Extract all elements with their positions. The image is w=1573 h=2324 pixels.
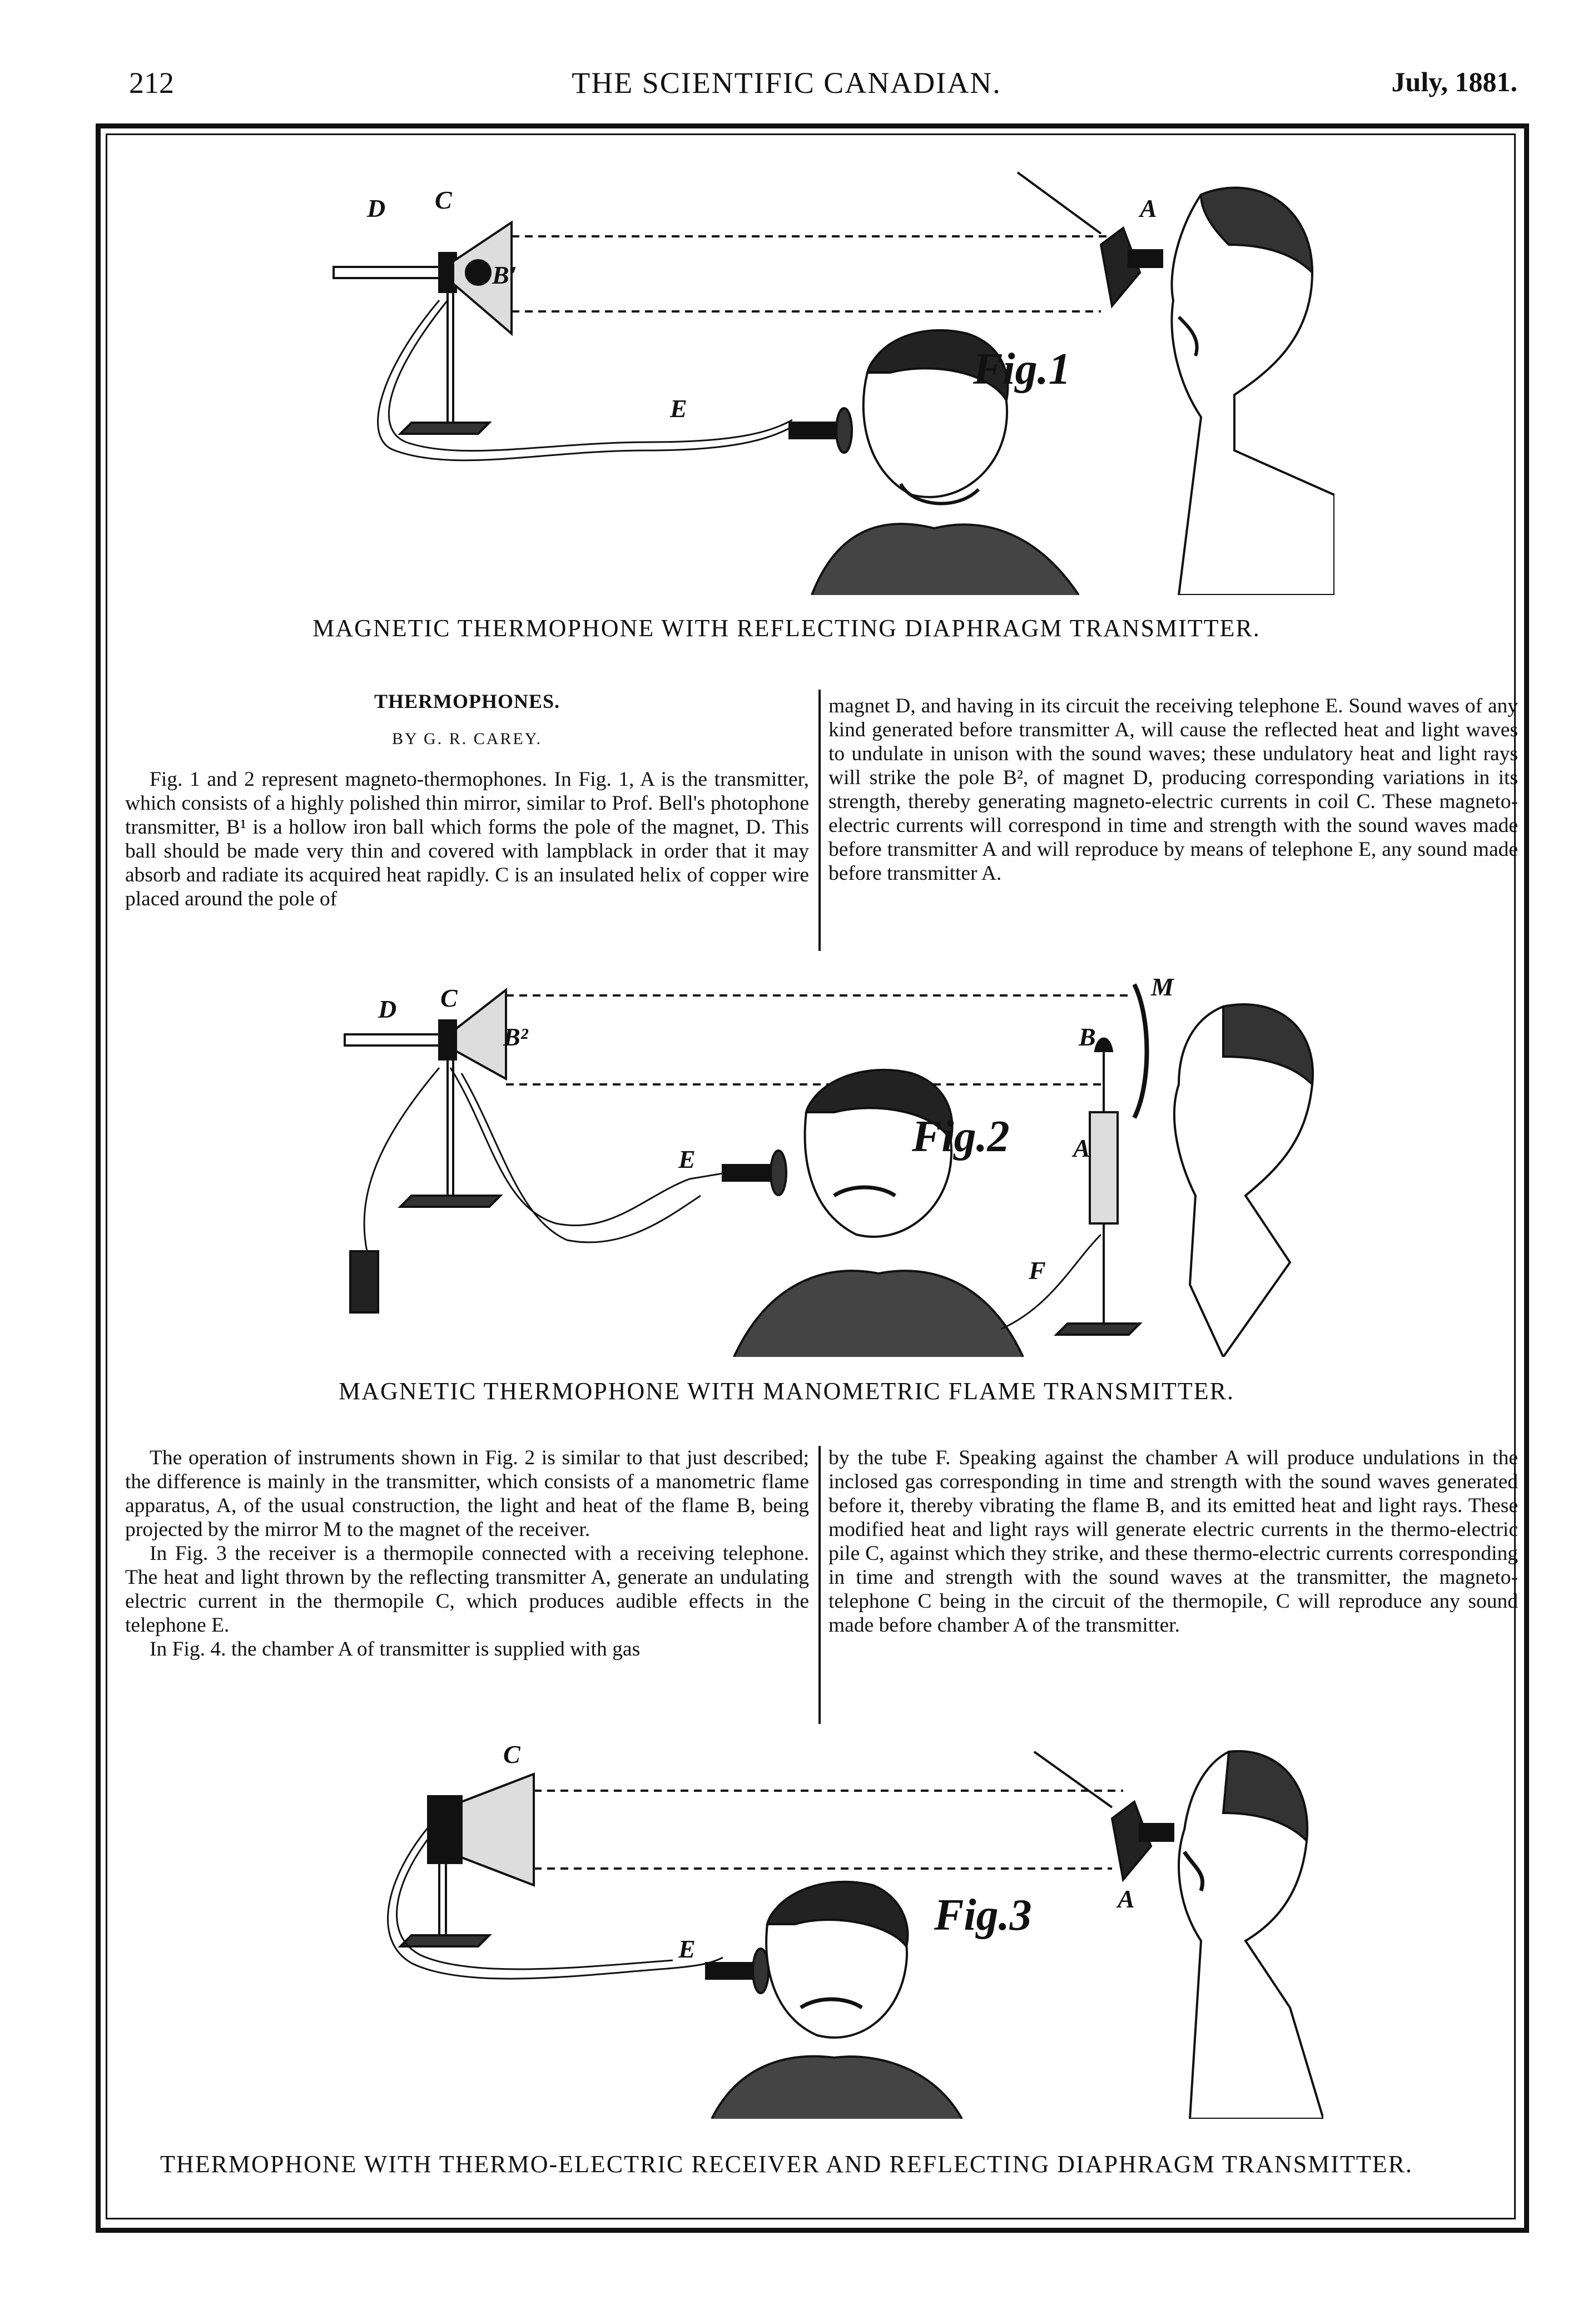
figure-2-illustration <box>334 973 1334 1357</box>
figure-2-caption: MAGNETIC THERMOPHONE WITH MANOMETRIC FLAME TRANSMITTER. <box>339 1377 1234 1405</box>
publication-title: THE SCIENTIFIC CANADIAN. <box>572 66 1001 100</box>
fig3-label-e: E <box>678 1935 696 1963</box>
figure-3-illustration <box>378 1741 1323 2119</box>
fig2-label-e: E <box>678 1145 696 1173</box>
column-rule-1 <box>818 690 821 951</box>
fig1-label-a: A <box>1140 194 1157 222</box>
fig1-label-e: E <box>670 394 687 423</box>
article-title: THERMOPHONES. <box>374 690 560 712</box>
fig1-label-c: C <box>435 186 452 214</box>
fig2-label-d: D <box>378 995 397 1023</box>
fig3-label-c: C <box>503 1741 520 1768</box>
fig2-label-m: M <box>1151 973 1174 1001</box>
paragraph: The operation of instruments shown in Fig. 2 is similar to that just described; the difference is mainly in the transmitter, which consists of a manometric flame apparatus, A, of the usual construction, the light and heat of the flame B, being projected by the mirror M to the magnet of the receiver. <box>125 1446 809 1541</box>
fig1-label-b: B' <box>492 261 517 289</box>
figure-3-caption: THERMOPHONE WITH THERMO-ELECTRIC RECEIVER AND REFLECTING DIAPHRAGM TRANSMITTER. <box>160 2150 1413 2178</box>
fig2-label-f: F <box>1029 1256 1046 1285</box>
paragraph: Fig. 1 and 2 represent magneto-thermophones. In Fig. 1, A is the transmitter, which consists of a highly polished thin mirror, similar to Prof. Bell's photophone transmitter, B¹ is a hollow iron ball which forms the pole of the magnet, D. This ball should be made very thin and covered with lampblack in order that it may absorb and radiate its acquired heat rapidly. C is an insulated helix of copper wire placed around the pole of <box>125 768 809 910</box>
fig3-label: Fig.3 <box>934 1891 1032 1940</box>
fig2-label-b: B <box>1079 1023 1096 1051</box>
paragraph: In Fig. 4. the chamber A of transmitter is supplied with gas <box>150 1638 641 1661</box>
fig3-label-a: A <box>1118 1885 1135 1913</box>
article-block-2-right <box>828 1446 1518 1637</box>
article-block-1-right <box>828 694 1518 885</box>
fig2-label: Fig.2 <box>912 1112 1010 1161</box>
fig1-label-d: D <box>367 194 386 222</box>
paragraph: by the tube F. Speaking against the chamber A will produce undulations in the inclosed gas corresponding in time and strength with the sound waves generated before it, thereby vibrating the flame B, and its emitted heat and light rays. These modified heat and light rays will generate electric currents in the thermo-electric pile C, against which they strike, and these thermo-electric currents corresponding in time and strength with the sound waves at the transmitter, the magneto-telephone C being in the circuit of the thermopile, C will reproduce any sound made before chamber A of the transmitter. <box>828 1446 1518 1637</box>
paragraph: magnet D, and having in its circuit the receiving telephone E. Sound waves of any kind generated before transmitter A, will cause the reflected heat and light waves to undulate in unison with the sound waves; these undulatory heat and light rays will strike the pole B², of magnet D, producing corresponding variations in its strength, thereby generating magneto-electric currents in coil C. These magneto-electric currents will correspond in time and strength with the sound waves made before transmitter A and will reproduce by means of telephone E, any sound made before transmitter A. <box>828 695 1518 885</box>
article-block-1-left <box>125 690 809 911</box>
column-rule-2 <box>818 1446 821 1724</box>
fig2-label-a: A <box>1073 1134 1090 1162</box>
paragraph: In Fig. 3 the receiver is a thermopile connected with a receiving telephone. The heat and light thrown by the reflecting transmitter A, generate an undulating electric current in the thermopile C, which produces audible effects in the telephone E. <box>125 1542 809 1637</box>
article-byline: BY G. R. CAREY. <box>391 730 543 748</box>
article-block-2-left <box>125 1446 809 1661</box>
fig2-label-c: C <box>440 984 458 1012</box>
fig1-label: Fig.1 <box>973 345 1071 394</box>
page-number: 212 <box>129 66 174 100</box>
fig2-label-b2: B² <box>503 1023 528 1051</box>
figure-1-illustration <box>311 161 1334 595</box>
issue-date: July, 1881. <box>1391 66 1517 97</box>
figure-1-caption: MAGNETIC THERMOPHONE WITH REFLECTING DIAPHRAGM TRANSMITTER. <box>312 615 1261 642</box>
